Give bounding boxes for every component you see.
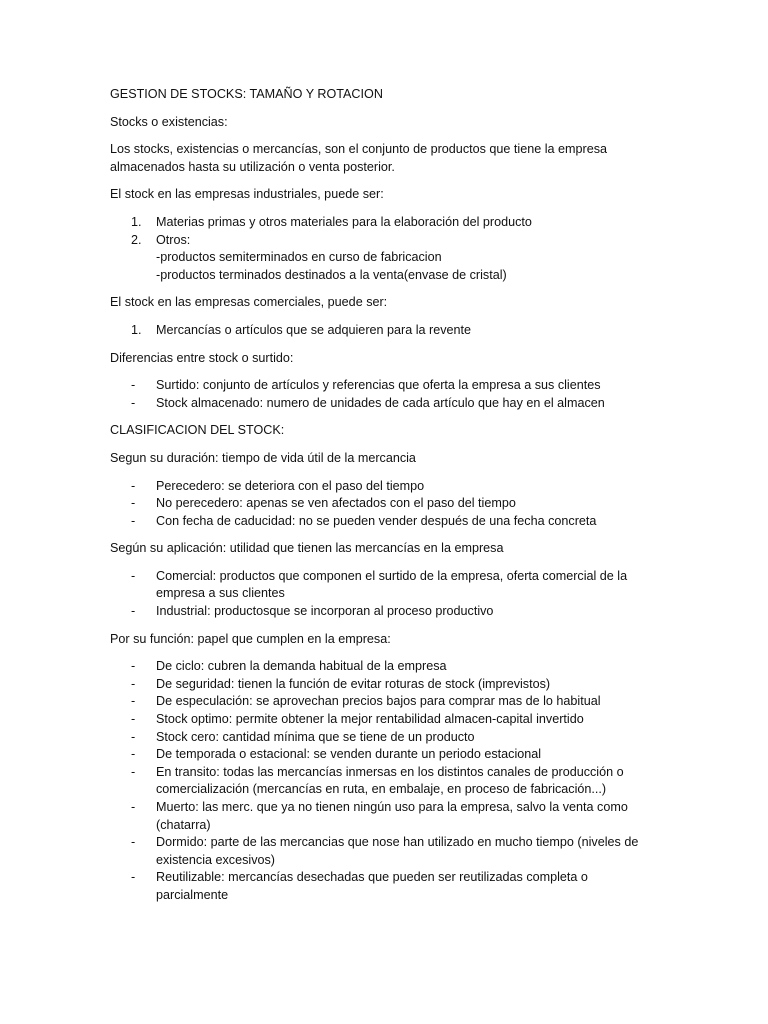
list-item-text: Dormido: parte de las mercancias que nose han utilizado en mucho tiempo (niveles de [156, 835, 639, 850]
list-item-subline: empresa a sus clientes [156, 586, 285, 601]
list-item [110, 214, 670, 232]
list-marker: - [131, 568, 136, 583]
list-item-text: En transito: todas las mercancías inmersas en los distintos canales de producción o [156, 764, 624, 779]
list-marker: 2. [131, 232, 142, 247]
list-item [110, 711, 670, 729]
list-differences [110, 377, 670, 412]
list-item [110, 869, 670, 904]
list-marker: - [131, 513, 136, 528]
list-function [110, 658, 670, 904]
list-marker: - [131, 712, 136, 727]
list-item-text: De seguridad: tienen la función de evitar roturas de stock (imprevistos) [156, 676, 551, 691]
list-item [110, 676, 670, 694]
section-heading-classification: CLASIFICACION DEL STOCK: [110, 423, 285, 438]
list-marker: - [131, 835, 136, 850]
list-item-body [156, 658, 670, 676]
list-item-body [156, 764, 670, 799]
list-marker: 1. [131, 214, 142, 229]
list-item-body [156, 729, 670, 747]
list-item-body [156, 568, 670, 603]
list-item-body [156, 676, 670, 694]
list-item-subline: -productos terminados destinados a la venta(envase de cristal) [156, 267, 507, 282]
list-industrial [110, 214, 670, 284]
list-item-text: Mercancías o artículos que se adquieren para la revente [156, 322, 472, 337]
list-item-body [156, 869, 670, 904]
list-item-text: De temporada o estacional: se venden durante un periodo estacional [156, 747, 542, 762]
list-marker: - [131, 604, 136, 619]
list-item-text: De especulación: se aprovechan precios bajos para comprar mas de lo habitual [156, 694, 601, 709]
list-application [110, 568, 670, 621]
list-item-body [156, 513, 670, 531]
list-item-subline: existencia excesivos) [156, 852, 275, 867]
list-marker: - [131, 676, 136, 691]
list-item-body [156, 395, 670, 413]
list-marker: - [131, 378, 136, 393]
document-page [110, 86, 670, 915]
list-item [110, 232, 670, 285]
list-item [110, 799, 670, 834]
list-item-text: Industrial: productosque se incorporan al proceso productivo [156, 604, 494, 619]
list-marker: - [131, 496, 136, 511]
list-item-text: Materias primas y otros materiales para la elaboración del producto [156, 214, 532, 229]
list-item-body [156, 495, 670, 513]
list-item-body [156, 322, 670, 340]
list-item [110, 764, 670, 799]
list-item-text: Con fecha de caducidad: no se pueden vender después de una fecha concreta [156, 513, 597, 528]
section-heading-commercial: El stock en las empresas comerciales, puede ser: [110, 295, 388, 310]
list-commercial [110, 322, 670, 340]
list-duration [110, 478, 670, 531]
list-marker: - [131, 478, 136, 493]
document-title: GESTION DE STOCKS: TAMAÑO Y ROTACION [110, 87, 383, 101]
list-item-body [156, 693, 670, 711]
list-item-body [156, 377, 670, 395]
list-marker: 1. [131, 322, 142, 337]
list-item-text: Comercial: productos que componen el surtido de la empresa, oferta comercial de la [156, 568, 628, 583]
list-item-subline: -productos semiterminados en curso de fabricacion [156, 250, 442, 265]
list-item-subline: parcialmente [156, 887, 229, 902]
definition-paragraph [110, 141, 670, 176]
list-item-text: Stock cero: cantidad mínima que se tiene de un producto [156, 729, 475, 744]
list-marker: - [131, 764, 136, 779]
list-item [110, 729, 670, 747]
list-item [110, 495, 670, 513]
section-heading-industrial: El stock en las empresas industriales, puede ser: [110, 187, 384, 202]
list-marker: - [131, 800, 136, 814]
list-item-body [156, 603, 670, 621]
list-item-text: Perecedero: se deteriora con el paso del tiempo [156, 478, 425, 493]
section-heading-differences: Diferencias entre stock o surtido: [110, 350, 294, 365]
list-item-subline: comercialización (mercancías en ruta, en embalaje, en proceso de fabricación...) [156, 782, 607, 797]
list-item-text: Stock almacenado: numero de unidades de cada artículo que hay en el almacen [156, 395, 605, 410]
list-item-body [156, 834, 670, 869]
list-item-body [156, 232, 670, 285]
paragraph-line: Los stocks, existencias o mercancías, son el conjunto de productos que tiene la empresa [110, 142, 608, 157]
list-item-text: Surtido: conjunto de artículos y referencias que oferta la empresa a sus clientes [156, 378, 601, 393]
list-marker: - [131, 747, 136, 762]
list-item [110, 513, 670, 531]
list-item [110, 568, 670, 603]
list-item [110, 834, 670, 869]
list-item [110, 746, 670, 764]
list-item-subline: (chatarra) [156, 817, 211, 832]
list-item-text: De ciclo: cubren la demanda habitual de la empresa [156, 659, 447, 674]
list-item-body [156, 214, 670, 232]
list-item-body [156, 478, 670, 496]
list-item-text: Reutilizable: mercancías desechadas que pueden ser reutilizadas completa o [156, 870, 588, 885]
list-item [110, 603, 670, 621]
list-item [110, 658, 670, 676]
list-item [110, 693, 670, 711]
section-heading-stocks: Stocks o existencias: [110, 114, 228, 129]
list-marker: - [131, 870, 136, 885]
list-item [110, 395, 670, 413]
list-item [110, 322, 670, 340]
list-marker: - [131, 694, 136, 709]
list-item [110, 377, 670, 395]
list-marker: - [131, 395, 136, 410]
paragraph-line: almacenados hasta su utilización o venta posterior. [110, 159, 395, 174]
list-item-text: Muerto: las merc. que ya no tienen ningún uso para la empresa, salvo la venta como [156, 800, 628, 814]
list-item-text: Stock optimo: permite obtener la mejor rentabilidad almacen-capital invertido [156, 712, 584, 727]
section-heading-application: Según su aplicación: utilidad que tienen las mercancías en la empresa [110, 541, 504, 556]
list-item-text: No perecedero: apenas se ven afectados con el paso del tiempo [156, 496, 516, 511]
list-item-text: Otros: [156, 232, 191, 247]
section-heading-duration: Segun su duración: tiempo de vida útil de la mercancia [110, 450, 416, 465]
list-marker: - [131, 729, 136, 744]
list-item-body [156, 711, 670, 729]
list-item [110, 478, 670, 496]
section-heading-function: Por su función: papel que cumplen en la empresa: [110, 631, 391, 646]
list-item-body [156, 799, 670, 834]
list-item-body [156, 746, 670, 764]
list-marker: - [131, 659, 136, 674]
